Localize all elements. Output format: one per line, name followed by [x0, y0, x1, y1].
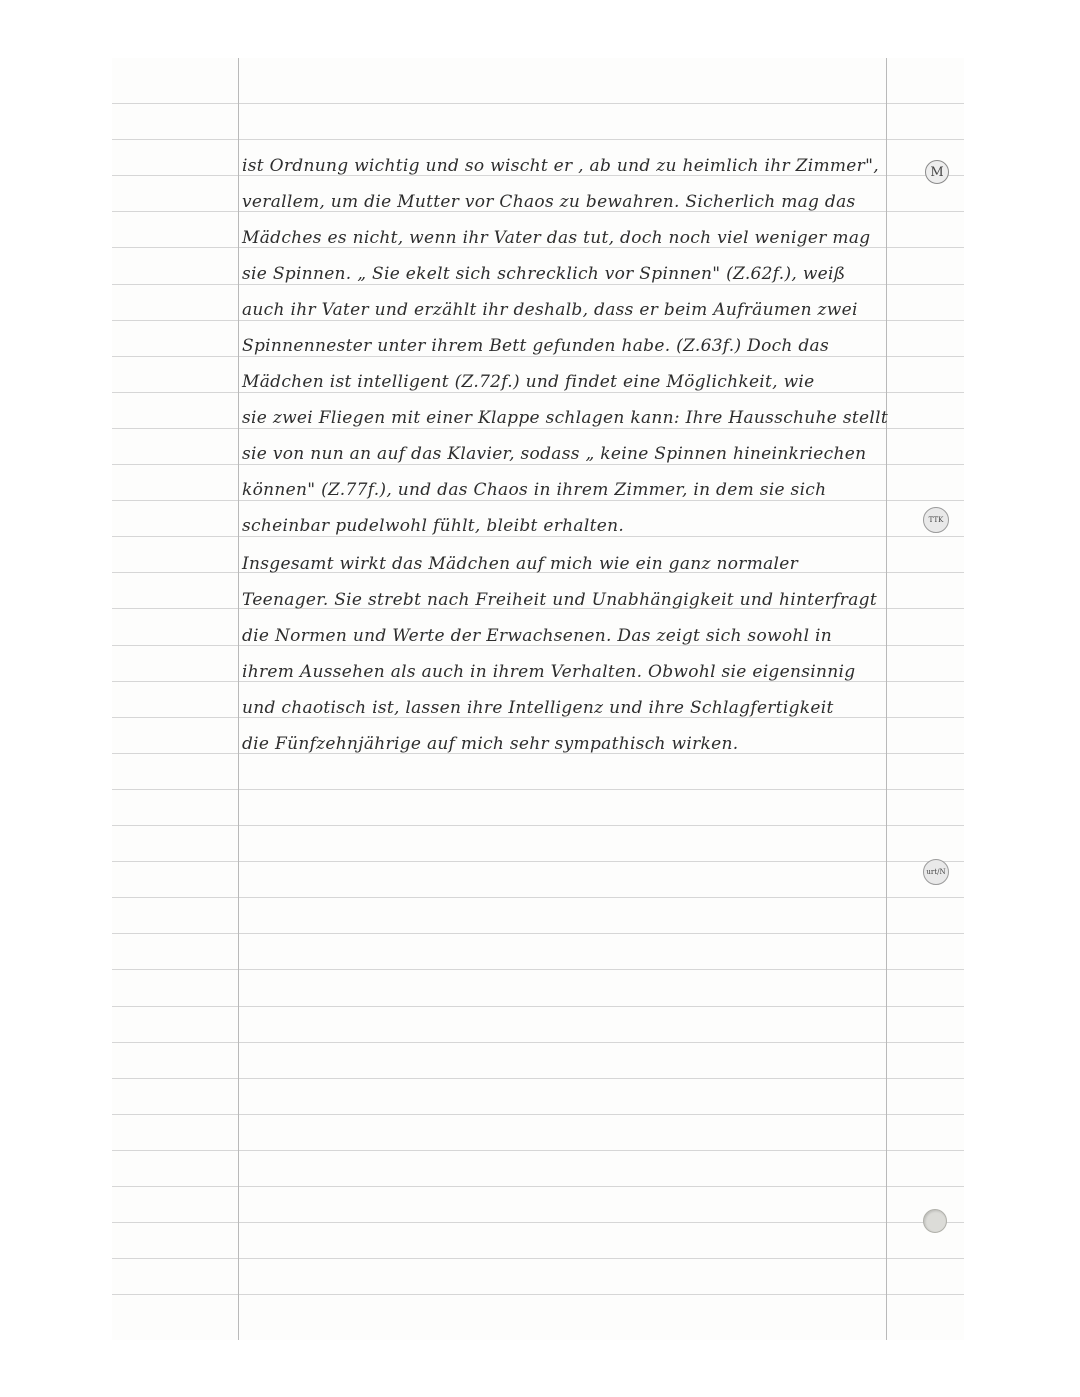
- text-line: und chaotisch ist, lassen ihre Intelligenz und ihre Schlagfertigkeit: [242, 698, 834, 718]
- text-line: Teenager. Sie strebt nach Freiheit und Unabhängigkeit und hinterfragt: [242, 590, 877, 610]
- margin-mark-m: M: [925, 160, 949, 184]
- ruled-line: [112, 933, 964, 934]
- ruled-line: [112, 284, 964, 285]
- text-line: die Normen und Werte der Erwachsenen. Das zeigt sich sowohl in: [242, 626, 833, 646]
- ruled-line: [112, 897, 964, 898]
- ruled-line: [112, 356, 964, 357]
- ruled-line: [112, 392, 964, 393]
- punch-hole-icon: [923, 1209, 947, 1233]
- ruled-line: [112, 1150, 964, 1151]
- ruled-line: [112, 789, 964, 790]
- text-line: können" (Z.77f.), und das Chaos in ihrem Zimmer, in dem sie sich: [242, 480, 827, 500]
- ruled-line: [112, 1294, 964, 1295]
- text-line: Mädchen ist intelligent (Z.72f.) und findet eine Möglichkeit, wie: [242, 372, 815, 392]
- ruled-line: [112, 969, 964, 970]
- ruled-line: [112, 861, 964, 862]
- text-line: Mädches es nicht, wenn ihr Vater das tut, doch noch viel weniger mag: [242, 228, 871, 248]
- ruled-line: [112, 464, 964, 465]
- text-line: ist Ordnung wichtig und so wischt er , ab und zu heimlich ihr Zimmer",: [242, 156, 879, 176]
- ruled-line: [112, 320, 964, 321]
- text-line: sie Spinnen. „ Sie ekelt sich schrecklich vor Spinnen" (Z.62f.), weiß: [242, 264, 846, 284]
- text-line: verallem, um die Mutter vor Chaos zu bewahren. Sicherlich mag das: [242, 192, 856, 212]
- ruled-line: [112, 1006, 964, 1007]
- ruled-line: [112, 139, 964, 140]
- ruled-line: [112, 1114, 964, 1115]
- text-line: Spinnennester unter ihrem Bett gefunden habe. (Z.63f.) Doch das: [242, 336, 830, 356]
- text-line: auch ihr Vater und erzählt ihr deshalb, dass er beim Aufräumen zwei: [242, 300, 858, 320]
- ruled-line: [112, 536, 964, 537]
- right-margin-line: [886, 58, 887, 1340]
- text-line: sie zwei Fliegen mit einer Klappe schlagen kann: Ihre Hausschuhe stellt: [242, 408, 888, 428]
- ruled-line: [112, 1258, 964, 1259]
- ruled-line: [112, 825, 964, 826]
- ruled-line: [112, 1078, 964, 1079]
- margin-mark-urt: urt/N: [923, 859, 949, 885]
- text-line: ihrem Aussehen als auch in ihrem Verhalten. Obwohl sie eigensinnig: [242, 662, 856, 682]
- ruled-line: [112, 428, 964, 429]
- left-margin-line: [238, 58, 239, 1340]
- ruled-line: [112, 1222, 964, 1223]
- margin-mark-ttk: TTK: [923, 507, 949, 533]
- ruled-line: [112, 1042, 964, 1043]
- text-line: Insgesamt wirkt das Mädchen auf mich wie ein ganz normaler: [242, 554, 799, 574]
- ruled-line: [112, 1186, 964, 1187]
- ruled-line: [112, 500, 964, 501]
- text-line: sie von nun an auf das Klavier, sodass „ keine Spinnen hineinkriechen: [242, 444, 867, 464]
- text-line: scheinbar pudelwohl fühlt, bleibt erhalten.: [242, 516, 625, 536]
- text-line: die Fünfzehnjährige auf mich sehr sympathisch wirken.: [242, 734, 739, 754]
- ruled-line: [112, 103, 964, 104]
